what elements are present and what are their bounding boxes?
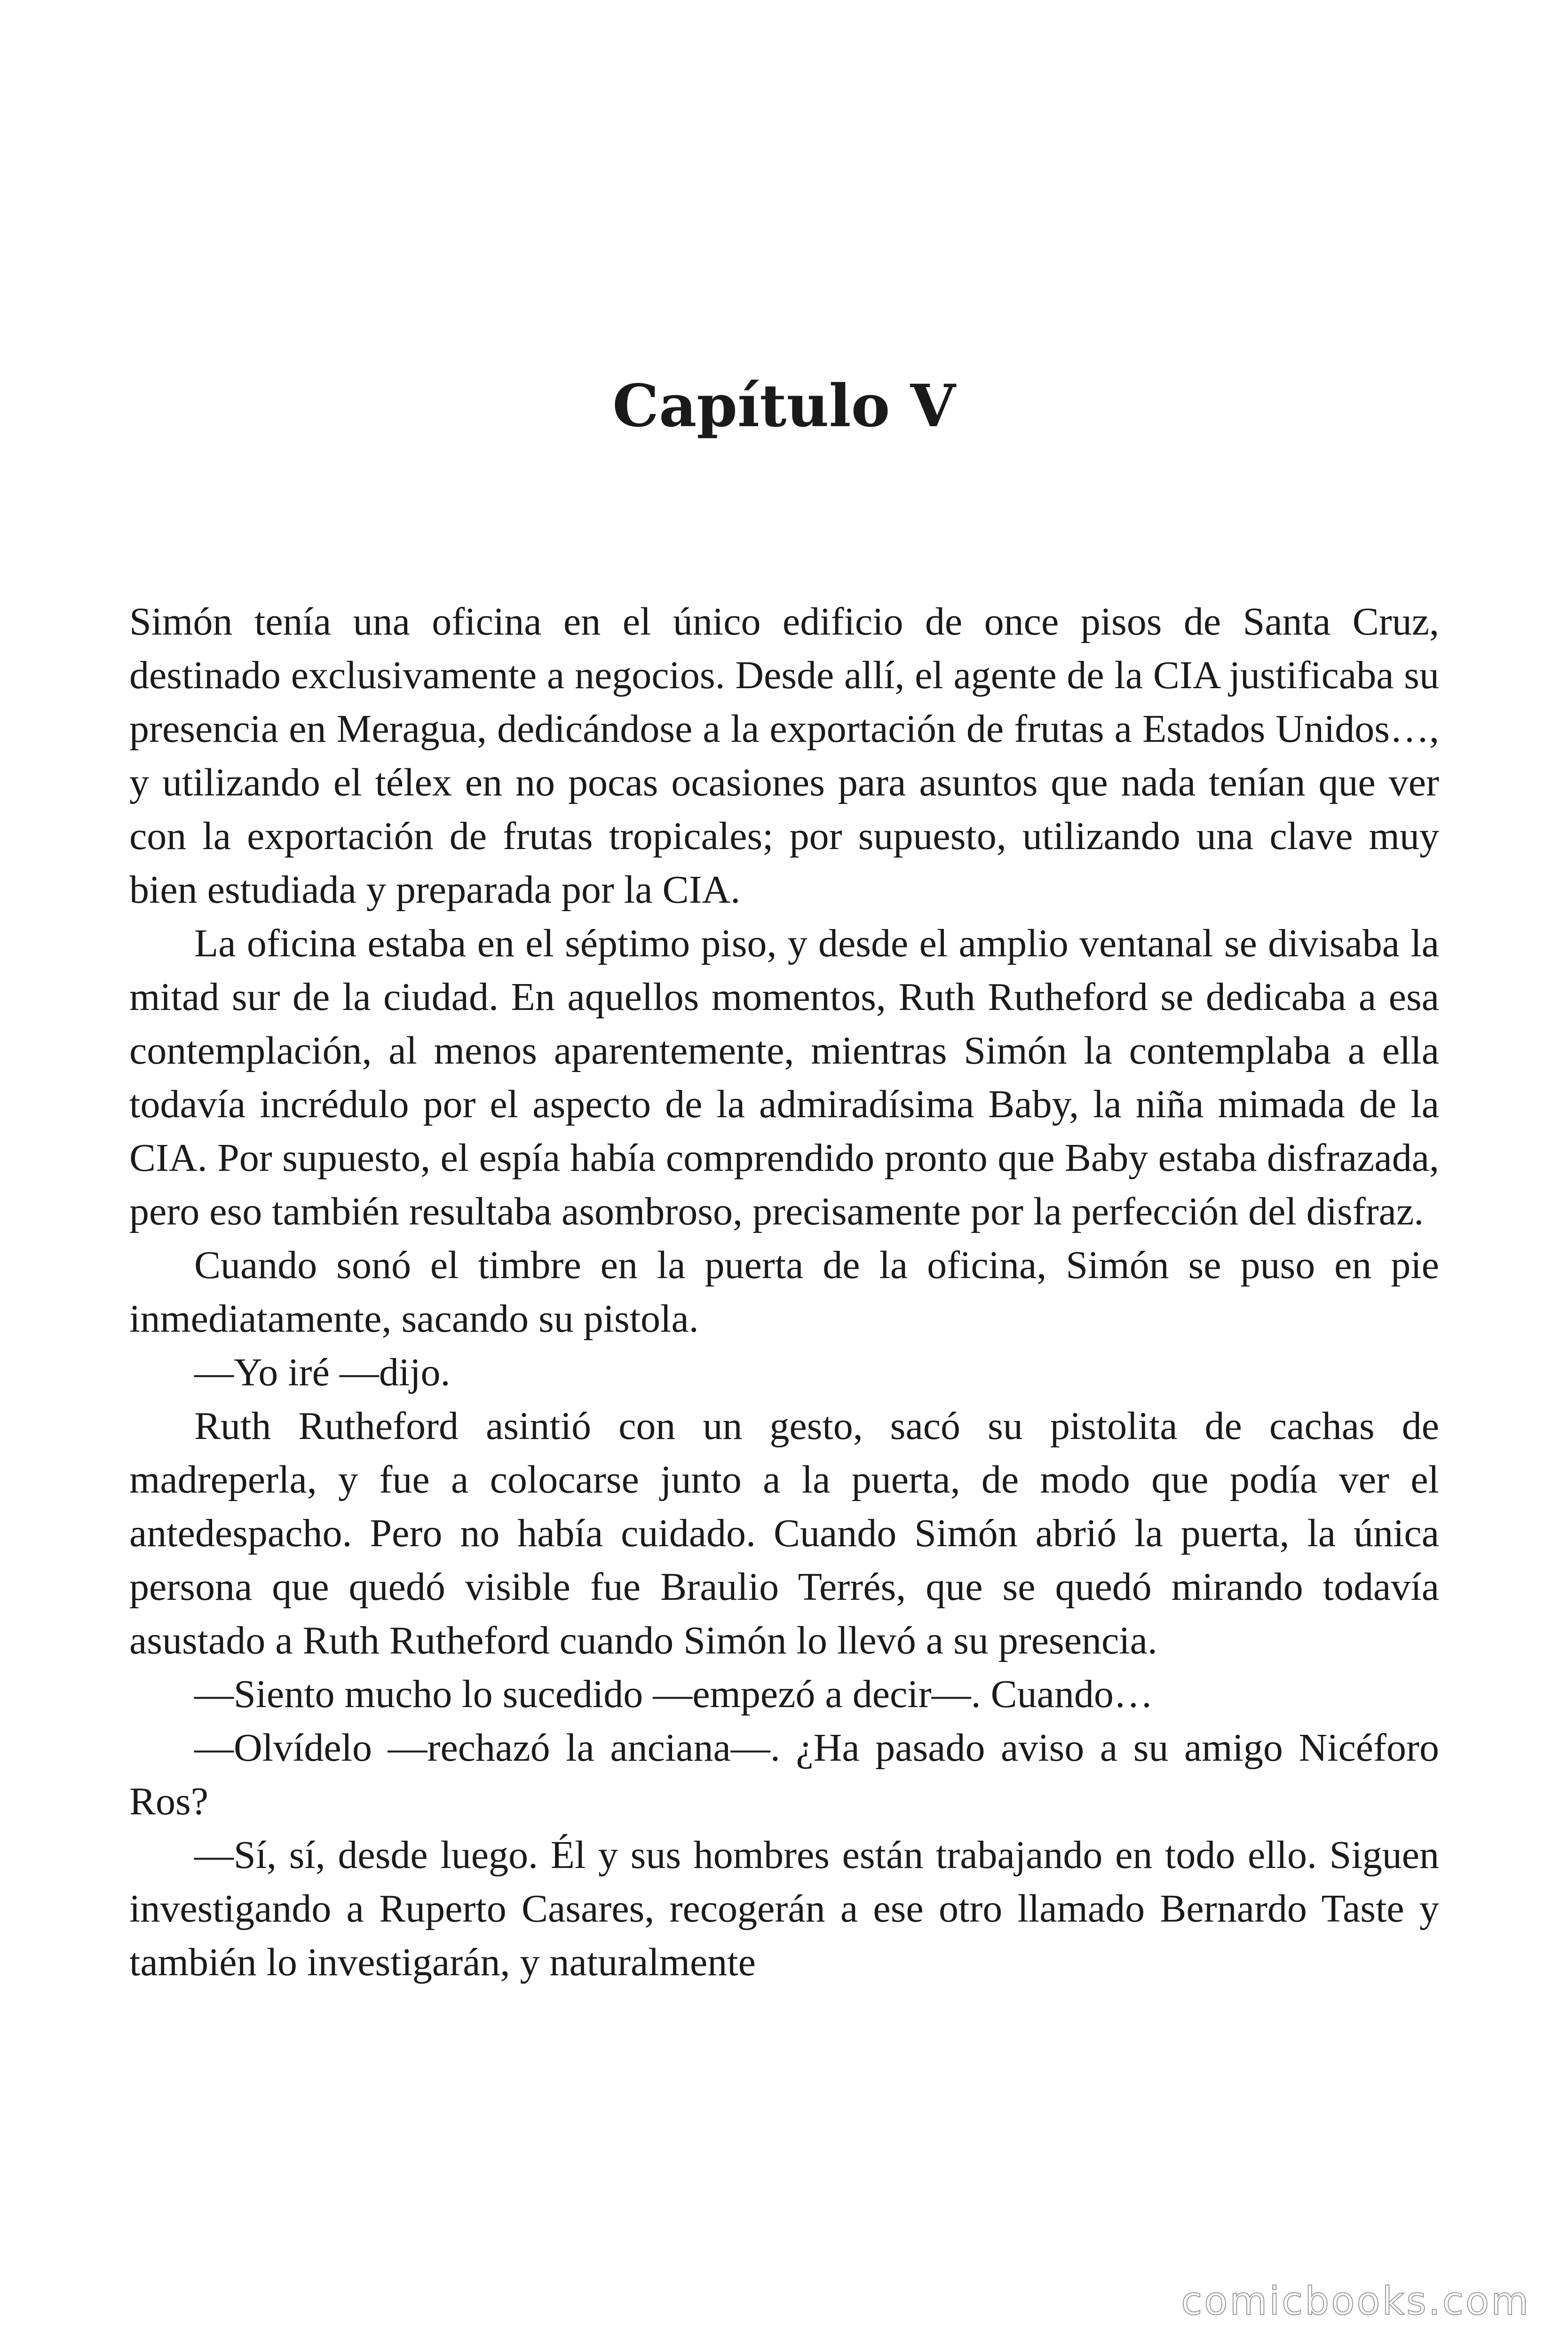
paragraph: La oficina estaba en el séptimo piso, y desde el amplio ventanal se divisaba la mitad sur de la ciudad. En aquellos momentos, Ruth Rutheford se dedicaba a esa contemplación, al menos aparentemente, mientras Simón la contemplaba a ella todavía incrédulo por el aspecto de la admiradísima Baby, la niña mimada de la CIA. Por supuesto, el espía había comprendido pronto que Baby estaba disfrazada, pero eso también resultaba asombroso, precisamente por la perfección del disfraz.	[129, 922, 1439, 1233]
watermark: comicbooks.com	[1181, 2279, 1530, 2324]
paragraph: Simón tenía una oficina en el único edificio de once pisos de Santa Cruz, destinado exclusivamente a negocios. Desde allí, el agente de la CIA justificaba su presencia en Meragua, dedicándose a la exportación de frutas a Estados Unidos…, y utilizando el télex en no pocas ocasiones para asuntos que nada tenían que ver con la exportación de frutas tropicales; por supuesto, utilizando una clave muy bien estudiada y preparada por la CIA.	[129, 600, 1439, 912]
dialogue-line: —Olvídelo —rechazó la anciana—. ¿Ha pasado aviso a su amigo Nicéforo Ros?	[129, 1726, 1439, 1823]
chapter-title: Capítulo V	[612, 372, 956, 440]
paragraph: Cuando sonó el timbre en la puerta de la oficina, Simón se puso en pie inmediatamente, sacando su pistola.	[129, 1243, 1439, 1341]
chapter-body	[129, 595, 1439, 1989]
dialogue-line: —Siento mucho lo sucedido —empezó a decir—. Cuando…	[194, 1672, 1153, 1716]
dialogue-line: —Sí, sí, desde luego. Él y sus hombres están trabajando en todo ello. Siguen investigando a Ruperto Casares, recogerán a ese otro llamado Bernardo Taste y también lo investigarán, y naturalmente	[129, 1833, 1439, 1984]
dialogue-line: —Yo iré —dijo.	[194, 1351, 451, 1394]
paragraph: Ruth Rutheford asintió con un gesto, sacó su pistolita de cachas de madreperla, y fue a colocarse junto a la puerta, de modo que podía ver el antedespacho. Pero no había cuidado. Cuando Simón abrió la puerta, la única persona que quedó visible fue Braulio Terrés, que se quedó mirando todavía asustado a Ruth Rutheford cuando Simón lo llevó a su presencia.	[129, 1404, 1439, 1662]
